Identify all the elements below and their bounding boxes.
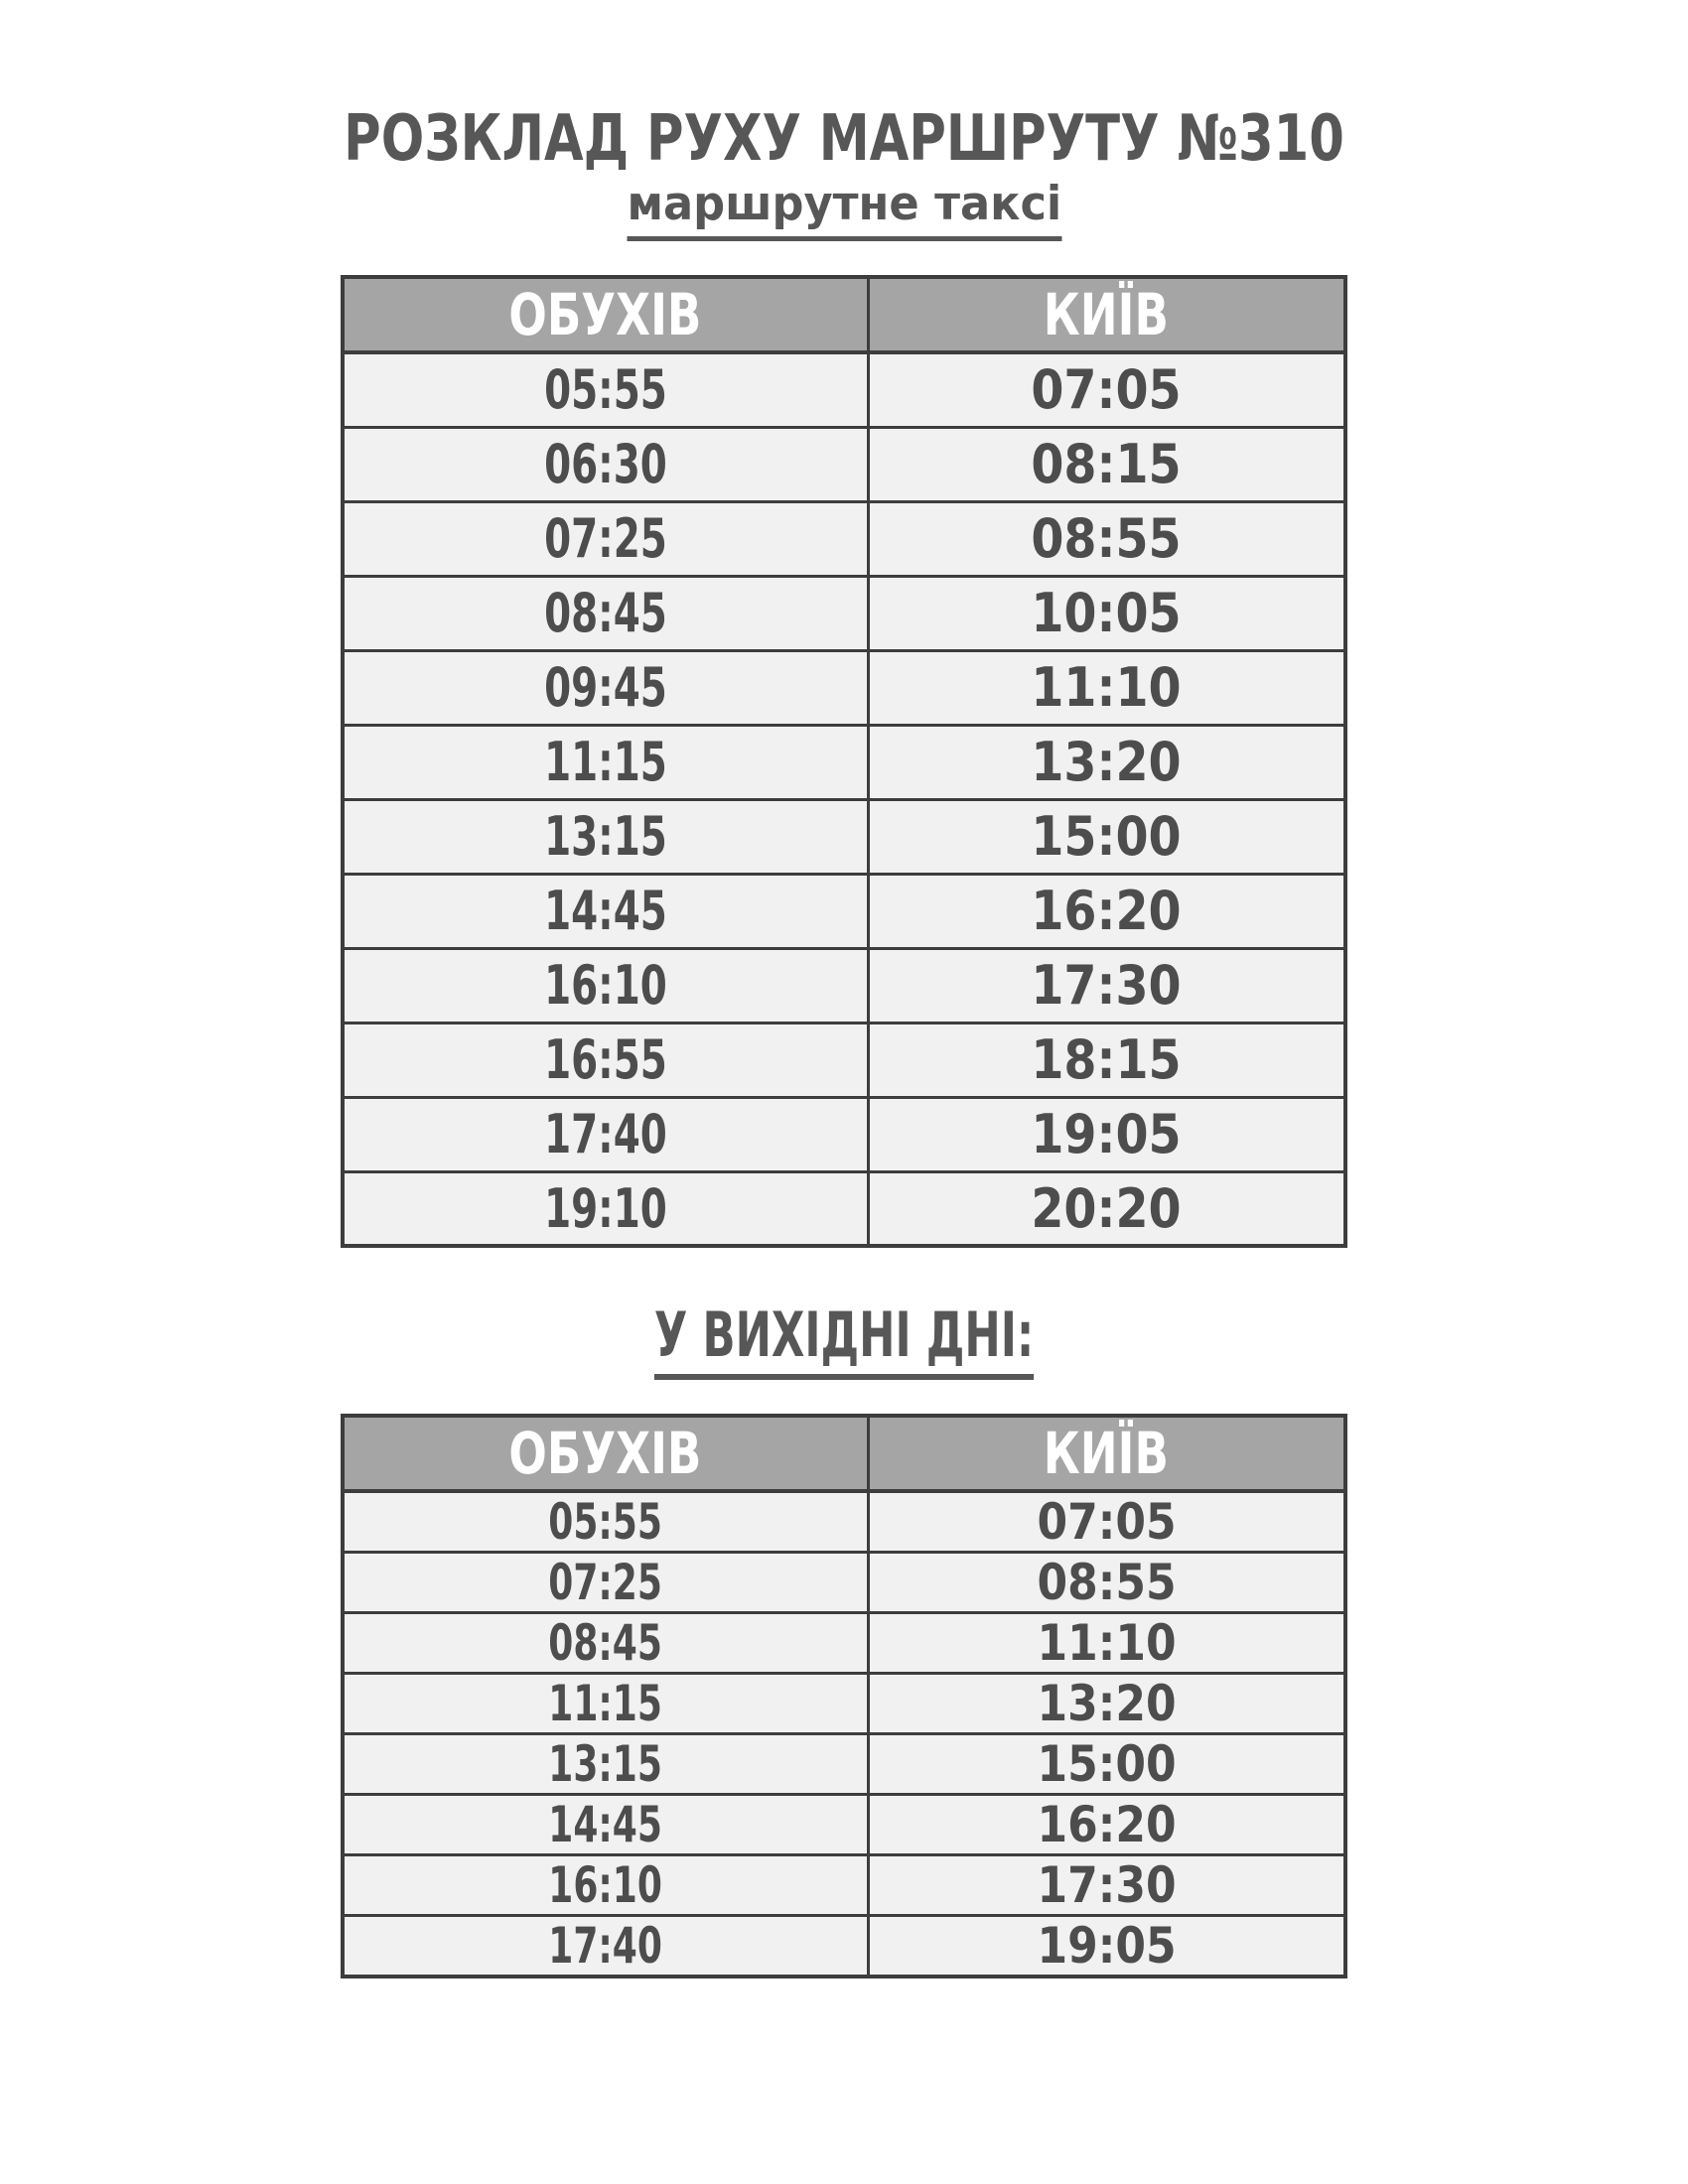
time-text: 08:55 — [1037, 1554, 1177, 1612]
table-row — [343, 427, 1345, 501]
time-text: 11:15 — [543, 731, 667, 794]
time-text: 14:45 — [548, 1796, 663, 1854]
time-text: 15:00 — [1031, 805, 1182, 869]
time-text: 19:05 — [1037, 1917, 1177, 1976]
departure-time-cell — [343, 1097, 868, 1171]
time-text: 08:45 — [548, 1614, 663, 1673]
column-header-obukhiv — [343, 277, 868, 352]
arrival-time-cell — [868, 1855, 1345, 1916]
column-header-kyiv — [868, 277, 1345, 352]
table-row — [343, 1916, 1345, 1978]
table-row — [343, 1674, 1345, 1734]
time-text: 15:00 — [1037, 1735, 1177, 1794]
time-text: 07:25 — [543, 507, 667, 571]
departure-time-cell — [343, 799, 868, 874]
departure-time-cell — [343, 1674, 868, 1734]
subtitle-text: маршрутне таксі — [627, 176, 1061, 241]
departure-time-cell — [343, 1023, 868, 1097]
departure-time-cell — [343, 1855, 868, 1916]
page-title: РОЗКЛАД РУХУ МАРШРУТУ №310 — [344, 102, 1344, 176]
time-text: 08:45 — [543, 582, 667, 645]
time-text: 16:20 — [1031, 880, 1182, 943]
time-text: 17:40 — [543, 1103, 667, 1166]
table-row — [343, 725, 1345, 799]
departure-time-cell — [343, 427, 868, 501]
time-text: 17:30 — [1037, 1856, 1177, 1915]
time-text: 13:20 — [1031, 731, 1182, 794]
arrival-time-cell — [868, 352, 1345, 427]
table-row — [343, 799, 1345, 874]
departure-time-cell — [343, 501, 868, 576]
time-text: 11:15 — [548, 1675, 663, 1733]
arrival-time-cell — [868, 874, 1345, 948]
arrival-time-cell — [868, 799, 1345, 874]
arrival-time-cell — [868, 725, 1345, 799]
column-header-kyiv — [868, 1416, 1345, 1491]
time-text: 19:10 — [543, 1176, 667, 1240]
table-row — [343, 874, 1345, 948]
time-text: 16:55 — [543, 1028, 667, 1092]
time-text: 08:15 — [1031, 433, 1182, 496]
arrival-time-cell — [868, 1491, 1345, 1553]
departure-time-cell — [343, 874, 868, 948]
column-header-obukhiv — [343, 1416, 868, 1491]
time-text: 14:45 — [543, 880, 667, 943]
table-row — [343, 1734, 1345, 1795]
arrival-time-cell — [868, 1734, 1345, 1795]
time-text: 13:15 — [543, 805, 667, 869]
column-header-obukhiv-label: ОБУХІВ — [508, 281, 702, 349]
arrival-time-cell — [868, 1613, 1345, 1674]
time-text: 11:10 — [1037, 1614, 1177, 1673]
arrival-time-cell — [868, 1795, 1345, 1855]
table-row — [343, 576, 1345, 650]
weekend-schedule-table — [341, 1414, 1347, 1979]
departure-time-cell — [343, 725, 868, 799]
arrival-time-cell — [868, 576, 1345, 650]
departure-time-cell — [343, 1916, 868, 1978]
departure-time-cell — [343, 1734, 868, 1795]
weekday-schedule-table — [341, 275, 1347, 1248]
arrival-time-cell — [868, 948, 1345, 1023]
departure-time-cell — [343, 576, 868, 650]
time-text: 20:20 — [1031, 1176, 1182, 1240]
column-header-kyiv-label: КИЇВ — [1044, 281, 1170, 349]
time-text: 17:40 — [548, 1917, 663, 1976]
departure-time-cell — [343, 1613, 868, 1674]
column-header-obukhiv-label: ОБУХІВ — [508, 1420, 702, 1488]
table-row — [343, 1023, 1345, 1097]
weekend-heading — [0, 1299, 1688, 1380]
arrival-time-cell — [868, 1674, 1345, 1734]
weekend-table-body — [343, 1491, 1345, 1977]
column-header-kyiv-label: КИЇВ — [1044, 1420, 1170, 1488]
time-text: 11:10 — [1031, 656, 1182, 720]
weekend-heading-text: У ВИХІДНІ ДНІ: — [654, 1299, 1034, 1380]
table-row — [343, 1613, 1345, 1674]
time-text: 07:25 — [548, 1554, 663, 1612]
departure-time-cell — [343, 650, 868, 725]
arrival-time-cell — [868, 650, 1345, 725]
time-text: 10:05 — [1031, 582, 1182, 645]
arrival-time-cell — [868, 1916, 1345, 1978]
time-text: 07:05 — [1037, 1493, 1177, 1552]
table-row — [343, 1171, 1345, 1246]
table-row — [343, 501, 1345, 576]
time-text: 13:20 — [1037, 1675, 1177, 1733]
time-text: 07:05 — [1031, 358, 1182, 422]
arrival-time-cell — [868, 501, 1345, 576]
departure-time-cell — [343, 1171, 868, 1246]
time-text: 05:55 — [543, 358, 667, 422]
table-row — [343, 1097, 1345, 1171]
time-text: 13:15 — [548, 1735, 663, 1794]
departure-time-cell — [343, 352, 868, 427]
table-row — [343, 948, 1345, 1023]
page-subtitle — [0, 176, 1688, 241]
departure-time-cell — [343, 1491, 868, 1553]
table-row — [343, 1553, 1345, 1613]
departure-time-cell — [343, 1553, 868, 1613]
table-row — [343, 650, 1345, 725]
table-row — [343, 1795, 1345, 1855]
header-row — [343, 277, 1345, 352]
time-text: 08:55 — [1031, 507, 1182, 571]
table-row — [343, 352, 1345, 427]
weekday-table-body — [343, 352, 1345, 1246]
time-text: 05:55 — [548, 1493, 663, 1552]
table-row — [343, 1491, 1345, 1553]
header-row — [343, 1416, 1345, 1491]
time-text: 09:45 — [543, 656, 667, 720]
time-text: 17:30 — [1031, 954, 1182, 1018]
time-text: 06:30 — [543, 433, 667, 496]
time-text: 16:20 — [1037, 1796, 1177, 1854]
time-text: 19:05 — [1031, 1103, 1182, 1166]
arrival-time-cell — [868, 1023, 1345, 1097]
departure-time-cell — [343, 1795, 868, 1855]
arrival-time-cell — [868, 427, 1345, 501]
time-text: 16:10 — [548, 1856, 663, 1915]
arrival-time-cell — [868, 1097, 1345, 1171]
time-text: 16:10 — [543, 954, 667, 1018]
table-row — [343, 1855, 1345, 1916]
arrival-time-cell — [868, 1553, 1345, 1613]
time-text: 18:15 — [1031, 1028, 1182, 1092]
arrival-time-cell — [868, 1171, 1345, 1246]
departure-time-cell — [343, 948, 868, 1023]
